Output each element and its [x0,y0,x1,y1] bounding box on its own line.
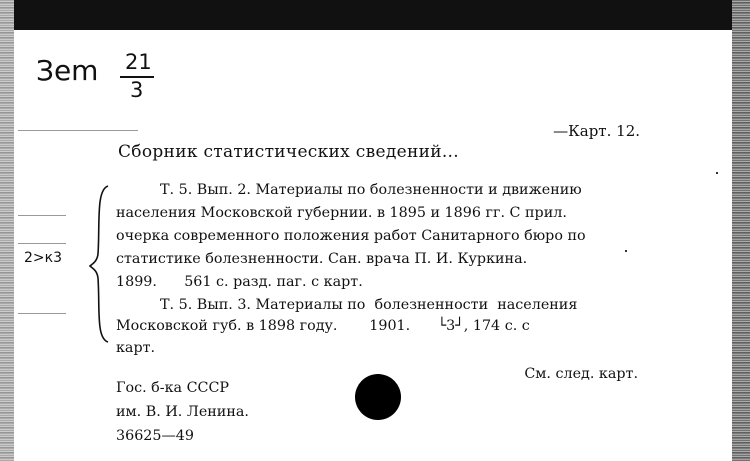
entry1-line: Т. 5. Вып. 2. Материалы по болезненности и движению [160,182,582,198]
punch-hole [355,374,401,420]
shelf-mark-prefix: Зem [36,54,99,87]
card-number: —Карт. 12. [553,122,640,140]
see-next-card: См. след. карт. [524,366,638,382]
card-title: Сборник статистических сведений... [118,142,459,162]
library-name: Гос. б-ка СССР [116,380,230,396]
brace-mark [88,184,112,344]
shelf-mark-denominator: 3 [130,78,144,102]
scan-left-edge [0,0,14,461]
scan-speck [716,172,718,174]
entry2-line: карт. [116,340,156,356]
scan-right-edge [732,0,750,461]
scan-rule [18,215,66,216]
entry1-line: очерка современного положения работ Санитарного бюро по [116,228,586,244]
entry2-line: Т. 5. Вып. 3. Материалы по болезненности населения [160,297,578,313]
entry1-line: населения Московской губернии. в 1895 и 1896 гг. С прил. [116,205,567,221]
entry1-line: статистике болезненности. Сан. врача П. И. Куркина. [116,251,528,267]
shelf-mark-numerator: 21 [125,50,152,74]
side-note: 2>к3 [24,250,63,266]
library-dedication: им. В. И. Ленина. [116,404,249,420]
entry1-line: 1899. 561 с. разд. паг. с карт. [116,274,363,290]
entry2-line: Московской губ. в 1898 году. 1901. └3┘, 174 с. с [116,318,530,334]
scan-rule [18,243,66,244]
scan-rule [18,130,138,131]
scan-top-shadow [14,0,732,30]
scan-rule [18,313,66,314]
library-code: 36625—49 [116,428,194,444]
scan-speck [625,250,627,252]
